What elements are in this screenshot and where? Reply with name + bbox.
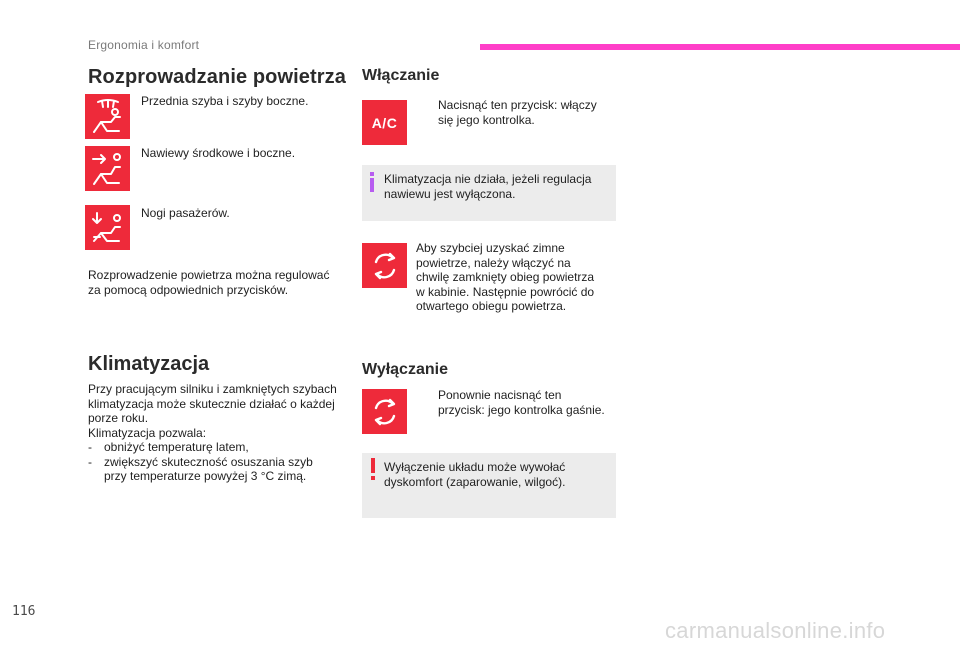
info-text bbox=[384, 172, 591, 201]
item-text-foot: Nogi pasażerów. bbox=[141, 206, 230, 220]
paragraph-line: za pomocą odpowiednich przycisków. bbox=[88, 282, 289, 297]
recirculation-text bbox=[416, 241, 594, 314]
list-dash: - bbox=[88, 454, 92, 469]
item-text-face-vent: Nawiewy środkowe i boczne. bbox=[141, 146, 296, 160]
air-conditioning-body bbox=[88, 382, 348, 484]
chapter-accent-bar bbox=[480, 44, 960, 50]
foot-air-icon bbox=[85, 205, 130, 250]
list-item-line: przy temperaturze powyżej 3 °C zimą. bbox=[104, 469, 307, 483]
section-title-air-conditioning: Klimatyzacja bbox=[88, 353, 210, 375]
recirc-line: w kabinie. Następnie powrócić do bbox=[416, 284, 595, 299]
page-number: 116 bbox=[12, 604, 36, 619]
watermark: carmanualsonline.info bbox=[665, 618, 886, 643]
info-icon bbox=[370, 178, 374, 192]
body-line: Przy pracującym silniku i zamkniętych szybach bbox=[88, 382, 337, 396]
warning-text bbox=[384, 460, 565, 489]
list-item-line: obniżyć temperaturę latem, bbox=[104, 440, 249, 454]
warning-line: dyskomfort (zaparowanie, wilgoć). bbox=[384, 474, 566, 489]
recirc-line: otwartego obiegu powietrza. bbox=[416, 299, 567, 313]
recirc-line: powietrze, należy włączyć na bbox=[416, 255, 571, 270]
recirculation-off-icon bbox=[362, 389, 407, 434]
body-line: klimatyzacja może skutecznie działać o każdej bbox=[88, 396, 335, 411]
instruction-bullet bbox=[418, 98, 438, 127]
instruction-line: Ponownie nacisnąć ten bbox=[438, 388, 562, 402]
warning-line: Wyłączenie układu może wywołać bbox=[384, 460, 566, 474]
section-title-air-distribution: Rozprowadzanie powietrza bbox=[88, 66, 346, 88]
warning-note bbox=[362, 453, 616, 518]
list-item-line: zwiększyć skuteczność osuszania szyb bbox=[104, 454, 313, 469]
info-line: nawiewu jest wyłączona. bbox=[384, 186, 516, 201]
item-text-windshield: Przednia szyba i szyby boczne. bbox=[141, 94, 309, 108]
list-item bbox=[88, 440, 348, 455]
ac-label: A/C bbox=[371, 114, 398, 131]
instruction-line: Nacisnąć ten przycisk: włączy bbox=[438, 98, 597, 112]
face-vent-air-icon bbox=[85, 146, 130, 191]
chapter-title: Ergonomia i komfort bbox=[88, 38, 200, 52]
instruction-line: przycisk: jego kontrolka gaśnie. bbox=[438, 402, 605, 417]
section-title-switch-on: Włączanie bbox=[362, 67, 440, 84]
info-note bbox=[362, 165, 616, 221]
instruction-line: się jego kontrolka. bbox=[438, 112, 535, 127]
body-line: porze roku. bbox=[88, 411, 149, 425]
air-distribution-paragraph bbox=[88, 268, 329, 297]
ac-button-icon bbox=[362, 100, 407, 145]
recirc-line: chwilę zamknięty obieg powietrza bbox=[416, 270, 595, 284]
info-line: Klimatyzacja nie działa, jeżeli regulacja bbox=[384, 172, 592, 186]
instruction-bullet bbox=[418, 388, 438, 417]
recirculation-icon bbox=[362, 243, 407, 288]
recirc-line: Aby szybciej uzyskać zimne bbox=[416, 241, 565, 255]
windshield-air-icon bbox=[85, 94, 130, 139]
list-dash: - bbox=[88, 440, 92, 454]
body-line: Klimatyzacja pozwala: bbox=[88, 425, 207, 440]
paragraph-line: Rozprowadzenie powietrza można regulować bbox=[88, 268, 330, 282]
warning-icon bbox=[368, 458, 378, 484]
switch-off-instruction bbox=[418, 388, 605, 417]
info-icon-dot bbox=[370, 172, 374, 176]
switch-on-instruction bbox=[418, 98, 597, 127]
list-item bbox=[88, 455, 348, 484]
section-title-switch-off: Wyłączanie bbox=[362, 361, 448, 378]
